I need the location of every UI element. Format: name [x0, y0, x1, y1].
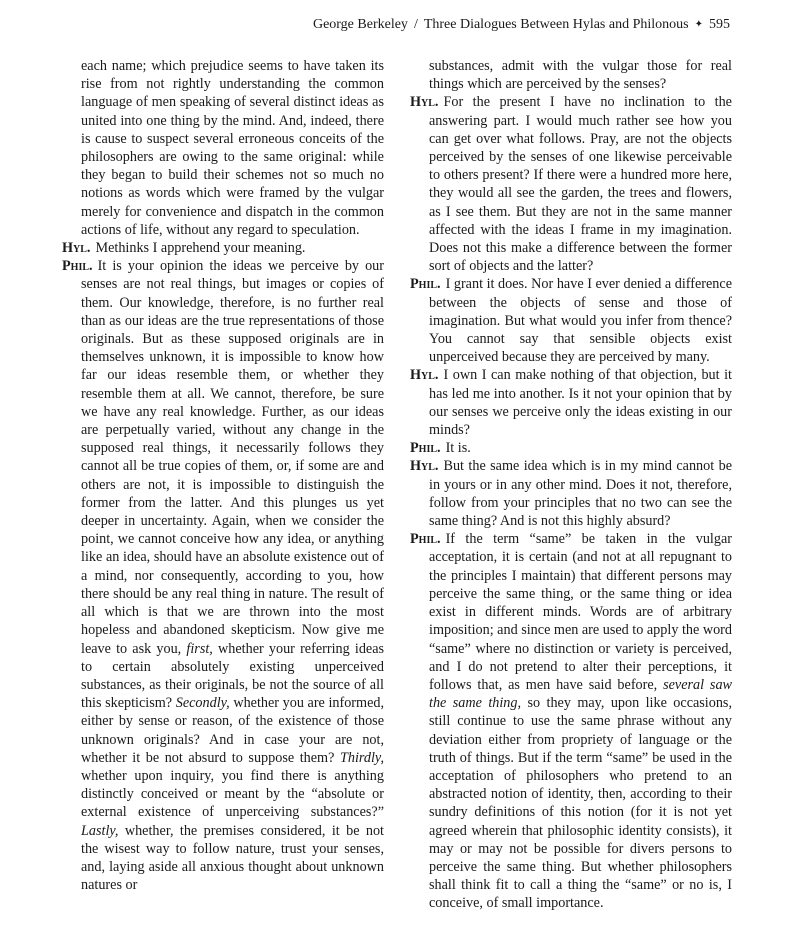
- speech-text: I own I can make nothing of that objection, but it has led me into another. Is it not your opinion that by our senses we perceive only the ideas existing in our minds?: [429, 367, 732, 439]
- header-author: George Berkeley: [312, 17, 408, 32]
- speech-text: whether your referring ideas to certain absolutely existing unperceived substances, as their originals, be not the source of all this skepticism?: [81, 640, 385, 712]
- speaker-label: Phil.: [410, 440, 441, 457]
- speaker-label: Phil.: [62, 258, 93, 275]
- speaker-label: Hyl.: [62, 240, 91, 257]
- speaker-label: Phil.: [410, 276, 441, 293]
- speech-text: Methinks I apprehend your meaning.: [95, 240, 306, 257]
- header-separator: /: [413, 17, 418, 32]
- dialogue-hylas: [410, 93, 732, 275]
- speech-text: whether you are informed, either by sense or reason, of the existence of those unknown originals? And in case your are not, whether it be not absurd to suppose them?: [81, 695, 385, 766]
- speech-text: whether upon inquiry, you find there is anything distinctly conceived or meant by the “absolute or external existence of unperceiving substances?”: [81, 767, 384, 821]
- speech-text: so they may, upon like occasions, still continue to use the same phrase without any deviation either from propriety of language or the truth of things. But if the term “same” be used in the acceptation of philosophers who pretend to an abstracted notion of identity, then, according to their sundry definitions of this notion (for it is not yet agreed wherein that philosophic identity consists), it may or may not be possible for divers persons to perceive the same thing. But whether philosophers shall think fit to call a thing the “same” or no is, I conceive, of small importance.: [429, 695, 733, 912]
- emphasis-text: Lastly,: [81, 822, 119, 839]
- speaker-label: Hyl.: [410, 458, 439, 475]
- speech-text: It is your opinion the ideas we perceive by our senses are not real things, but images or copies of them. Our knowledge, therefore, is no further real than as our ideas are the true representations of those originals. But as these supposed originals are in themselves unknown, it is impossible to know how far our ideas resemble them, or whether they resemble them at all. We cannot, therefore, be sure we have any real knowledge. Further, as our ideas are perpetually varied, without any change in the supposed real things, it necessarily follows they cannot all be true copies of them, or, if some are and others are not, it is impossible to distinguish the former from the latter. And this plunges us yet deeper in uncertainty. Again, when we consider the point, we cannot conceive how any idea, or anything like an idea, should have an absolute existence out of a mind, nor consequently, according to you, how there should be any real thing in nature. The result of all which is that we are thrown into the most hopeless and abandoned skepticism. Now give me leave to ask you,: [81, 258, 384, 657]
- page-number: 595: [709, 17, 730, 32]
- dialogue-hylas: [410, 457, 732, 530]
- dialogue-philonous: [410, 439, 732, 457]
- emphasis-text: several saw the same thing,: [429, 676, 733, 712]
- continued-paragraph: substances, admit with the vulgar those for real things which are perceived by the senses?: [429, 58, 732, 93]
- header-title: Three Dialogues Between Hylas and Philonous: [423, 17, 689, 32]
- speaker-label: Phil.: [410, 531, 441, 548]
- speech-text: If the term “same” be taken in the vulgar acceptation, it is certain (and not at all repugnant to the principles I maintain) that different persons may perceive the same thing, or the same thing or idea exist in different minds. Words are of arbitrary imposition; and since men are used to apply the word “same” where no distinction or variety is perceived, and I do not pretend to alter their perceptions, it follows that, as men have said before,: [429, 531, 732, 693]
- dialogue-philonous: [410, 530, 732, 912]
- running-header: [313, 15, 730, 35]
- right-column: [410, 57, 732, 913]
- dialogue-philonous: [410, 275, 732, 366]
- speaker-label: Hyl.: [410, 367, 439, 384]
- dialogue-hylas: [62, 239, 384, 257]
- speech-text: But the same idea which is in my mind cannot be in yours or in any other mind. Does it not, therefore, follow from your principles that no two can see the same thing? And is not this highly absurd?: [429, 458, 732, 530]
- speech-text: For the present I have no inclination to the answering part. I would much rather see how you can get over what follows. Pray, are not the objects perceived by the senses of one likewise perceivable to others present? If there were a hundred more here, they would all see the garden, the trees and flowers, as I see them. But they are not in the same manner affected with the ideas I frame in my imagination. Does not this make a difference between the former sort of objects and the latter?: [429, 94, 732, 275]
- dialogue-philonous: [62, 257, 384, 894]
- emphasis-text: first,: [186, 640, 213, 657]
- continued-paragraph: each name; which prejudice seems to have taken its rise from not rightly understanding the common language of men speaking of several distinct ideas as united into one thing by the mind. And, indeed, there is cause to suspect several erroneous conceits of the philosophers are owing to the same original: while they began to build their schemes not so much no notions as words which were framed by the vulgar merely for convenience and dispatch in the common actions of life, without any regard to speculation.: [81, 58, 384, 238]
- speech-text: It is.: [445, 440, 471, 457]
- speaker-label: Hyl.: [410, 94, 439, 111]
- emphasis-text: Secondly,: [175, 695, 230, 712]
- speech-text: I grant it does. Nor have I ever denied a difference between the objects of sense and those of imagination. But what would you infer from thence? You cannot say that sensible objects exist unperceived because they are perceived by many.: [429, 276, 732, 366]
- left-column: [62, 57, 384, 894]
- dialogue-hylas: [410, 366, 732, 439]
- emphasis-text: Thirdly,: [339, 749, 384, 766]
- diamond-ornament-icon: ✦: [694, 19, 703, 30]
- speech-text: whether, the premises considered, it be not the wisest way to follow nature, trust your senses, and, laying aside all anxious thought about unknown natures or: [81, 822, 385, 894]
